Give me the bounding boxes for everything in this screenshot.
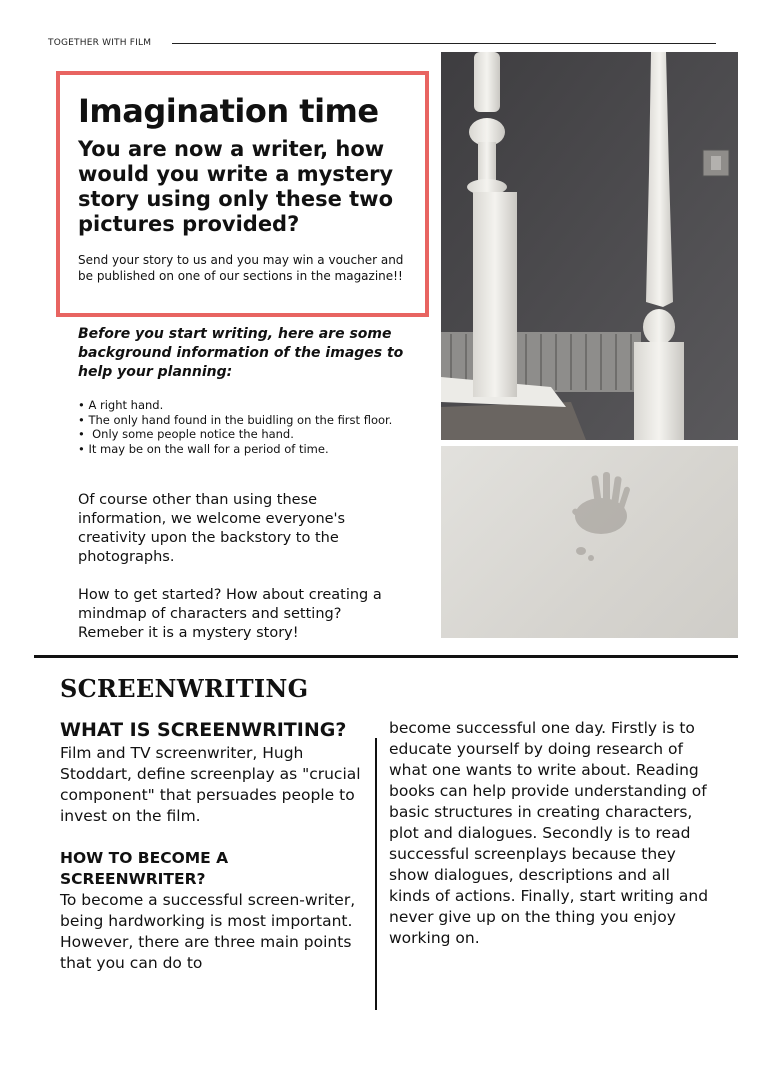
background-intro: Before you start writing, here are some background information of the images to help your planning: xyxy=(78,326,404,380)
how-to-become-text: To become a successful screen-writer, being hardworking is most important. However, there are three main points that you can do to xyxy=(60,891,356,972)
callout-question: You are now a writer, how would you write a mystery story using only these two pictures provided? xyxy=(78,137,394,236)
column-divider xyxy=(375,738,377,1010)
bullet-item: • The only hand found in the buidling on the first floor. xyxy=(78,413,398,428)
screenwriting-left-column xyxy=(60,717,370,974)
background-paragraph-1: Of course other than using these information, we welcome everyone's creativity upon the backstory to the photographs. xyxy=(78,492,346,565)
bullet-item: • Only some people notice the hand. xyxy=(78,427,398,442)
callout-title: Imagination time xyxy=(78,92,379,130)
screenwriting-title: SCREENWRITING xyxy=(60,674,309,703)
staircase-banister-photo xyxy=(441,52,738,440)
background-paragraph-2: How to get started? How about creating a mindmap of characters and setting? Remeber it is a mystery story! xyxy=(78,587,382,641)
callout-note: Send your story to us and you may win a voucher and be published on one of our sections in the magazine!! xyxy=(78,253,404,283)
screenwriting-right-column xyxy=(389,718,709,949)
bullet-item: • A right hand. xyxy=(78,398,398,413)
header-rule xyxy=(172,43,716,44)
what-is-screenwriting-text: Film and TV screenwriter, Hugh Stoddart, define screenplay as "crucial component" that persuades people to invest on the film. xyxy=(60,744,361,825)
how-to-become-heading: HOW TO BECOME A SCREENWRITER? xyxy=(60,849,229,888)
bullet-item: • It may be on the wall for a period of time. xyxy=(78,442,398,457)
handprint-on-wall-photo xyxy=(441,446,738,638)
background-bullet-list xyxy=(78,398,398,456)
section-header-label: TOGETHER WITH FILM xyxy=(48,38,152,48)
how-to-become-continued-text: become successful one day. Firstly is to educate yourself by doing research of what one wants to write about. Reading books can help provide understanding of basic structures in creating characters, plot and dialogues. Secondly is to read successful screenplays because they show dialogues, descriptions and all kinds of actions. Finally, start writing and never give up on the thing you enjoy working on. xyxy=(389,719,709,947)
what-is-screenwriting-heading: WHAT IS SCREENWRITING? xyxy=(60,719,347,741)
section-divider xyxy=(34,655,738,658)
